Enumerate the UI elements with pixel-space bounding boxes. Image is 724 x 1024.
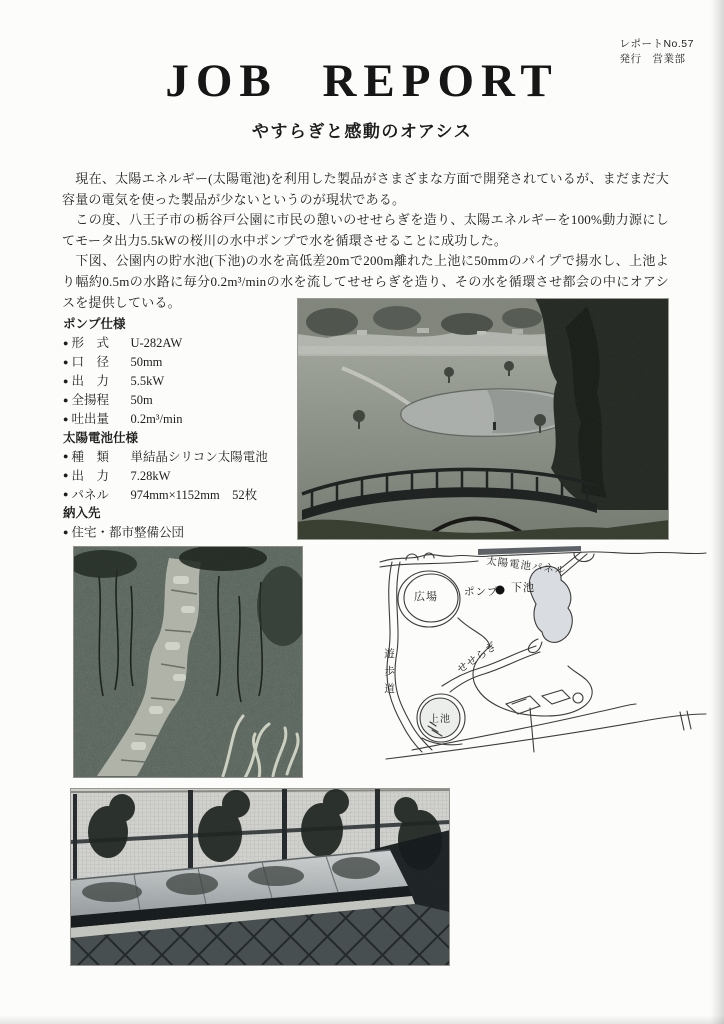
solar-spec-row-power xyxy=(63,466,268,485)
pump-spec-row-bore xyxy=(63,353,268,372)
spec-value: 0.2m³/min xyxy=(130,412,183,426)
spec-value: 5.5kW xyxy=(130,374,165,388)
paragraph-2: この度、八王子市の栃谷戸公園に市民の憩いのせせらぎを造り、太陽エネルギーを100%動力源にしてモータ出力5.5kWの桜川の水中ポンプで水を循環させることに成功した。 xyxy=(62,212,669,248)
park-map-drawing xyxy=(378,546,708,761)
paragraph-1: 現在、太陽エネルギー(太陽電池)を利用した製品がさまざまな方面で開発されているが、まだまだ大容量の電気を使った製品が少ないというのが現状である。 xyxy=(62,171,669,207)
spec-label: 吐出量 xyxy=(71,412,109,426)
solar-panel-photo xyxy=(70,788,450,966)
spec-label: 出 力 xyxy=(71,374,109,388)
map-label-solar-panel: 太陽電池パネル xyxy=(485,555,567,577)
solar-spec-row-type xyxy=(63,447,268,466)
pump-spec-row-power xyxy=(63,372,268,391)
bullet-icon: ● xyxy=(63,337,69,348)
delivery-row xyxy=(63,523,268,542)
spec-lists xyxy=(63,315,268,542)
paragraph-3: 下図、公園内の貯水池(下池)の水を高低差20mで200m離れた上池に50mmのパイプで揚水し、上池より幅約0.5mの水路に毎分0.2m³/minの水を流してせせらぎを造り、その水を循環させ都会の中にオアシスを提供している。 xyxy=(62,253,669,310)
scan-edge-bottom xyxy=(0,1015,724,1024)
park-overview-photo xyxy=(297,298,669,540)
spec-label: 出 力 xyxy=(71,468,109,483)
page-title: JOB REPORT xyxy=(165,55,559,107)
spec-label: 全揚程 xyxy=(71,393,109,407)
map-label-upper-pond: 上池 xyxy=(429,714,451,725)
spec-label: 種 類 xyxy=(71,449,109,464)
map-label-plaza: 広場 xyxy=(414,591,438,603)
report-number: レポートNo.57 xyxy=(619,38,694,50)
bullet-icon: ● xyxy=(63,413,69,424)
pump-spec-heading: ポンプ仕様 xyxy=(63,317,126,331)
solar-spec-row-panel xyxy=(63,485,268,504)
pump-spec-row-type xyxy=(63,334,268,353)
bullet-icon: ● xyxy=(63,526,69,537)
spec-value: U-282AW xyxy=(130,336,183,350)
page-subtitle: やすらぎと感動のオアシス xyxy=(251,122,473,141)
map-label-lower-pond: 下池 xyxy=(511,582,535,594)
spec-value: 50m xyxy=(130,393,153,407)
spec-value: 7.28kW xyxy=(130,468,171,483)
bullet-icon: ● xyxy=(63,451,69,461)
scan-edge-right xyxy=(711,0,724,1024)
map-label-walkway: 遊歩道 xyxy=(383,648,395,701)
pump-spec-row-head xyxy=(63,391,268,410)
spec-label: 口 径 xyxy=(71,355,109,369)
bullet-icon: ● xyxy=(63,356,69,367)
stream-photo xyxy=(73,546,303,778)
delivery-heading: 納入先 xyxy=(63,506,101,520)
spec-value: 単結晶シリコン太陽電池 xyxy=(130,449,268,464)
bullet-icon: ● xyxy=(63,489,69,499)
map-label-pump: ポンプ xyxy=(464,586,499,598)
spec-value: 住宅・都市整備公団 xyxy=(71,525,184,539)
map-label-stream: せせらぎ xyxy=(455,639,500,677)
stream-photo-art xyxy=(73,546,303,778)
spec-label: 形 式 xyxy=(71,336,109,350)
body-text xyxy=(62,169,669,313)
solar-spec-heading: 太陽電池仕様 xyxy=(63,430,139,445)
bullet-icon: ● xyxy=(63,375,69,386)
pump-spec-row-discharge xyxy=(63,410,268,429)
bullet-icon: ● xyxy=(63,470,69,480)
spec-value: 50mm xyxy=(130,355,163,369)
spec-label: パネル xyxy=(71,487,109,502)
solar-panel-photo-art xyxy=(70,788,450,966)
report-issuer: 発行 営業部 xyxy=(619,52,686,65)
park-overview-photo-art xyxy=(297,298,669,540)
spec-value: 974mm×1152mm 52枚 xyxy=(130,487,258,502)
bullet-icon: ● xyxy=(63,394,69,405)
park-map xyxy=(378,546,708,761)
